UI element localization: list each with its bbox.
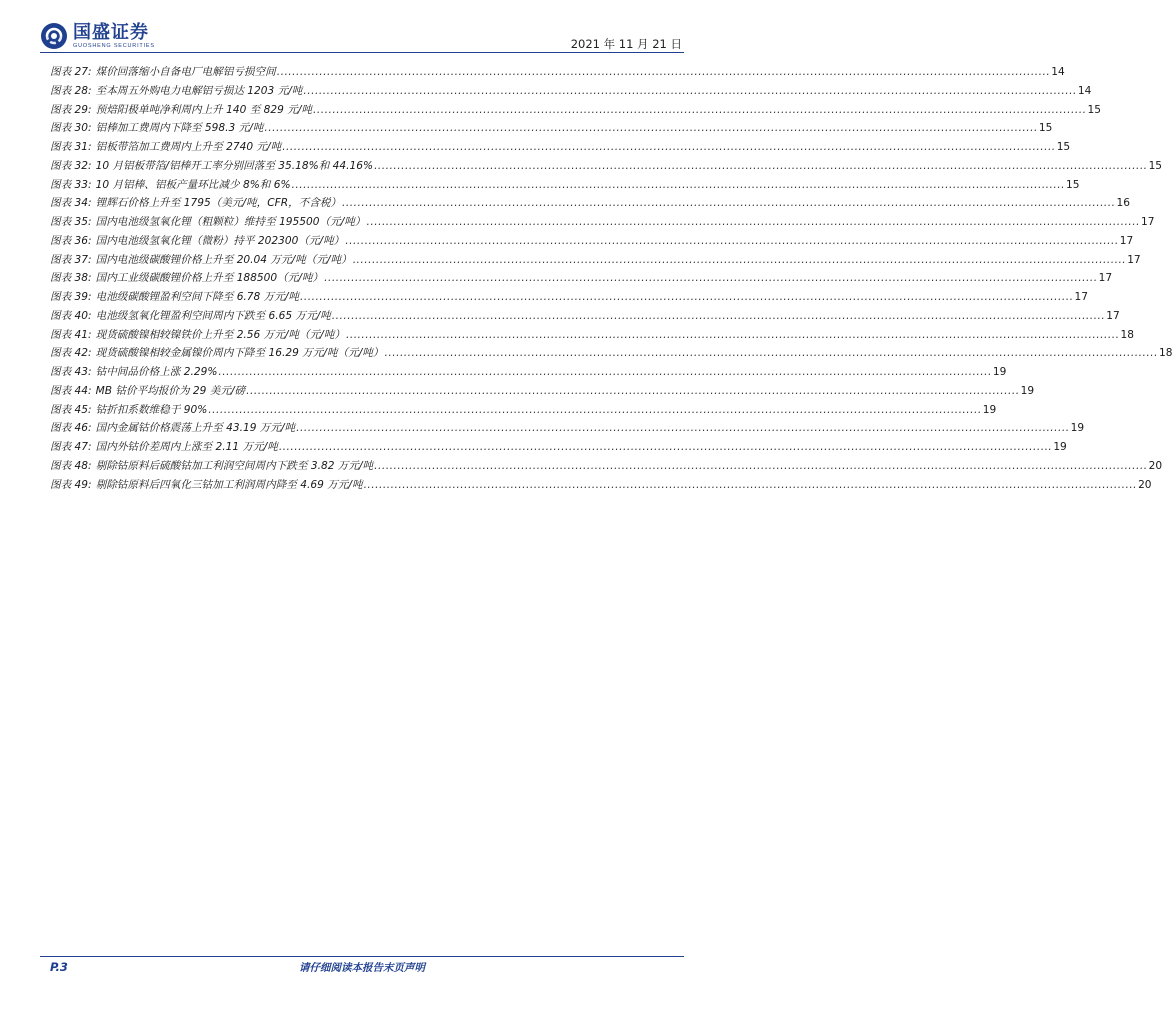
toc-entry-page: 18 <box>1158 347 1172 360</box>
toc-entry[interactable] <box>50 457 1163 476</box>
toc-entry[interactable] <box>50 213 1155 232</box>
toc-entry-page: 19 <box>1020 384 1035 397</box>
toc-entry-page: 17 <box>1074 291 1088 303</box>
toc-entry-label: 图表 29: <box>50 103 92 116</box>
footer-divider <box>40 956 684 957</box>
toc-entry-page: 17 <box>1127 253 1141 266</box>
toc-entry-page: 18 <box>1120 328 1134 341</box>
toc-dot-leader: ........................................................................................................................................................................................................ <box>345 328 1120 341</box>
toc-dot-leader: ........................................................................................................................................................................................................ <box>352 253 1127 266</box>
toc-entry-title: 国内电池级氢氧化锂（微粉）持平 202300（元/吨） <box>95 234 345 247</box>
toc-entry[interactable] <box>50 157 1163 176</box>
toc-entry-label: 图表 28: <box>50 84 92 97</box>
toc-entry-label: 图表 36: <box>50 234 92 247</box>
toc-entry-page: 19 <box>982 403 997 416</box>
toc-entry-title: 钴折扣系数维稳于 90% <box>95 403 208 416</box>
toc-entry[interactable] <box>50 344 1172 363</box>
toc-entry-label: 图表 37: <box>50 253 92 266</box>
toc-entry-title: 国内电池级氢氧化锂（粗颗粒）维持至 195500（元/吨） <box>95 216 366 228</box>
toc-entry-label: 图表 43: <box>50 366 92 378</box>
toc-dot-leader: ........................................................................................................................................................................................................ <box>208 403 982 416</box>
toc-entry[interactable] <box>50 138 1071 157</box>
toc-dot-leader: ........................................................................................................................................................................................................ <box>300 291 1074 303</box>
toc-dot-leader: ........................................................................................................................................................................................................ <box>342 197 1116 210</box>
toc-entry-title: 至本周五外购电力电解铝亏损达 1203 元/吨 <box>95 84 303 97</box>
toc-dot-leader: ........................................................................................................................................................................................................ <box>278 441 1053 453</box>
toc-entry-page: 19 <box>1053 441 1067 453</box>
toc-entry[interactable] <box>50 101 1101 120</box>
toc-entry-title: 10 月铝棒、铝板产量环比减少 8%和 6% <box>95 178 291 191</box>
toc-entry-page: 17 <box>1106 309 1120 322</box>
toc-entry[interactable] <box>50 269 1113 288</box>
guosheng-logo-icon <box>40 22 68 50</box>
toc-entry[interactable] <box>50 251 1141 270</box>
toc-entry[interactable] <box>50 307 1120 326</box>
toc-entry[interactable] <box>50 401 997 420</box>
footer-disclaimer: 请仔细阅读本报告末页声明 <box>299 962 425 974</box>
toc-entry-title: 铝棒加工费周内下降至 598.3 元/吨 <box>95 122 264 135</box>
logo-chinese-text: 国盛证券 <box>73 21 149 43</box>
toc-entry-page: 17 <box>1119 234 1134 247</box>
toc-entry[interactable] <box>50 363 1007 382</box>
toc-entry[interactable] <box>50 194 1131 213</box>
figure-list <box>50 63 1172 494</box>
toc-entry-label: 图表 45: <box>50 403 92 416</box>
company-logo <box>40 22 155 50</box>
toc-entry-title: 煤价回落缩小自备电厂电解铝亏损空间 <box>95 66 276 78</box>
toc-dot-leader: ........................................................................................................................................................................................................ <box>345 234 1119 247</box>
toc-entry-title: 电池级碳酸锂盈利空间下降至 6.78 万元/吨 <box>95 291 299 303</box>
toc-entry-title: 国内外钴价差周内上涨至 2.11 万元/吨 <box>95 441 278 453</box>
page-header <box>0 0 724 60</box>
toc-entry-title: 国内电池级碳酸锂价格上升至 20.04 万元/吨（元/吨） <box>95 253 352 266</box>
toc-entry-title: 现货硫酸镍相较金属镍价周内下降至 16.29 万元/吨（元/吨） <box>95 347 384 360</box>
toc-dot-leader: ........................................................................................................................................................................................................ <box>296 422 1070 435</box>
toc-entry[interactable] <box>50 326 1134 345</box>
toc-dot-leader: ........................................................................................................................................................................................................ <box>384 347 1158 360</box>
toc-entry-label: 图表 40: <box>50 309 92 322</box>
toc-entry-label: 图表 49: <box>50 478 92 491</box>
toc-dot-leader: ........................................................................................................................................................................................................ <box>264 122 1038 135</box>
toc-entry-title: 锂辉石价格上升至 1795（美元/吨，CFR，不含税） <box>95 197 342 210</box>
toc-dot-leader: ........................................................................................................................................................................................................ <box>374 159 1148 172</box>
toc-entry-page: 20 <box>1148 459 1163 472</box>
toc-entry-label: 图表 38: <box>50 272 92 285</box>
toc-dot-leader: ........................................................................................................................................................................................................ <box>366 216 1140 228</box>
toc-entry-label: 图表 32: <box>50 159 92 172</box>
toc-entry[interactable] <box>50 82 1092 101</box>
header-divider <box>40 52 684 53</box>
toc-dot-leader: ........................................................................................................................................................................................................ <box>282 141 1056 153</box>
toc-dot-leader: ........................................................................................................................................................................................................ <box>218 366 992 378</box>
toc-entry-page: 15 <box>1056 141 1071 153</box>
toc-entry-title: 剔除钴原料后四氧化三钴加工利润周内降至 4.69 万元/吨 <box>95 478 363 491</box>
toc-entry-title: 预焙阳极单吨净利周内上升 140 至 829 元/吨 <box>95 103 312 116</box>
toc-entry-title: 铝板带箔加工费周内上升至 2740 元/吨 <box>95 141 282 153</box>
toc-dot-leader: ........................................................................................................................................................................................................ <box>276 66 1051 78</box>
toc-entry-label: 图表 47: <box>50 441 92 453</box>
toc-entry[interactable] <box>50 176 1080 195</box>
toc-dot-leader: ........................................................................................................................................................................................................ <box>291 178 1066 191</box>
toc-dot-leader: ........................................................................................................................................................................................................ <box>324 272 1098 285</box>
toc-entry-label: 图表 44: <box>50 384 92 397</box>
toc-dot-leader: ........................................................................................................................................................................................................ <box>246 384 1020 397</box>
toc-entry-label: 图表 34: <box>50 197 92 210</box>
toc-entry-label: 图表 33: <box>50 178 92 191</box>
toc-entry-title: 剔除钴原料后硫酸钴加工利润空间周内下跌至 3.82 万元/吨 <box>95 459 374 472</box>
logo-english-text: GUOSHENG SECURITIES <box>73 42 155 49</box>
toc-entry[interactable] <box>50 419 1085 438</box>
toc-entry-page: 15 <box>1087 103 1101 116</box>
toc-entry-label: 图表 35: <box>50 216 92 228</box>
toc-entry-title: 国内工业级碳酸锂价格上升至 188500（元/吨） <box>95 272 324 285</box>
toc-entry-page: 16 <box>1116 197 1131 210</box>
toc-entry-page: 15 <box>1038 122 1053 135</box>
toc-entry[interactable] <box>50 63 1065 82</box>
toc-entry-title: 电池级氢氧化锂盈利空间周内下跌至 6.65 万元/吨 <box>95 309 331 322</box>
toc-entry-label: 图表 48: <box>50 459 92 472</box>
toc-dot-leader: ........................................................................................................................................................................................................ <box>374 459 1148 472</box>
toc-entry-page: 19 <box>992 366 1007 378</box>
toc-entry-label: 图表 46: <box>50 422 92 435</box>
toc-entry[interactable] <box>50 382 1035 401</box>
toc-dot-leader: ........................................................................................................................................................................................................ <box>313 103 1087 116</box>
toc-entry-page: 17 <box>1098 272 1113 285</box>
toc-entry[interactable] <box>50 232 1134 251</box>
report-date: 2021 年 11 月 21 日 <box>570 37 682 51</box>
toc-dot-leader: ........................................................................................................................................................................................................ <box>303 84 1077 97</box>
toc-entry-page: 14 <box>1051 66 1065 78</box>
toc-entry-label: 图表 39: <box>50 291 92 303</box>
toc-entry-label: 图表 41: <box>50 328 92 341</box>
toc-entry-title: 10 月铝板带箔/铝棒开工率分别回落至 35.18%和 44.16% <box>95 159 374 172</box>
toc-entry-label: 图表 31: <box>50 141 92 153</box>
toc-entry-page: 19 <box>1070 422 1085 435</box>
toc-entry-title: 现货硫酸镍相较镍铁价上升至 2.56 万元/吨（元/吨） <box>95 328 345 341</box>
toc-entry-page: 15 <box>1066 178 1080 191</box>
page-number: P.3 <box>50 960 68 974</box>
toc-entry-page: 20 <box>1138 478 1152 491</box>
toc-entry[interactable] <box>50 476 1152 495</box>
toc-entry[interactable] <box>50 438 1067 457</box>
toc-entry-label: 图表 30: <box>50 122 92 135</box>
toc-dot-leader: ........................................................................................................................................................................................................ <box>363 478 1138 491</box>
toc-entry-label: 图表 42: <box>50 347 92 360</box>
toc-entry-page: 14 <box>1077 84 1092 97</box>
toc-entry[interactable] <box>50 119 1053 138</box>
toc-entry-title: 钴中间品价格上涨 2.29% <box>95 366 218 378</box>
toc-entry-page: 17 <box>1140 216 1155 228</box>
toc-entry[interactable] <box>50 288 1088 307</box>
toc-entry-label: 图表 27: <box>50 66 92 78</box>
toc-entry-title: 国内金属钴价格震荡上升至 43.19 万元/吨 <box>95 422 296 435</box>
toc-dot-leader: ........................................................................................................................................................................................................ <box>331 309 1106 322</box>
toc-entry-page: 15 <box>1148 159 1163 172</box>
toc-entry-title: MB 钴价平均报价为 29 美元/磅 <box>95 384 246 397</box>
